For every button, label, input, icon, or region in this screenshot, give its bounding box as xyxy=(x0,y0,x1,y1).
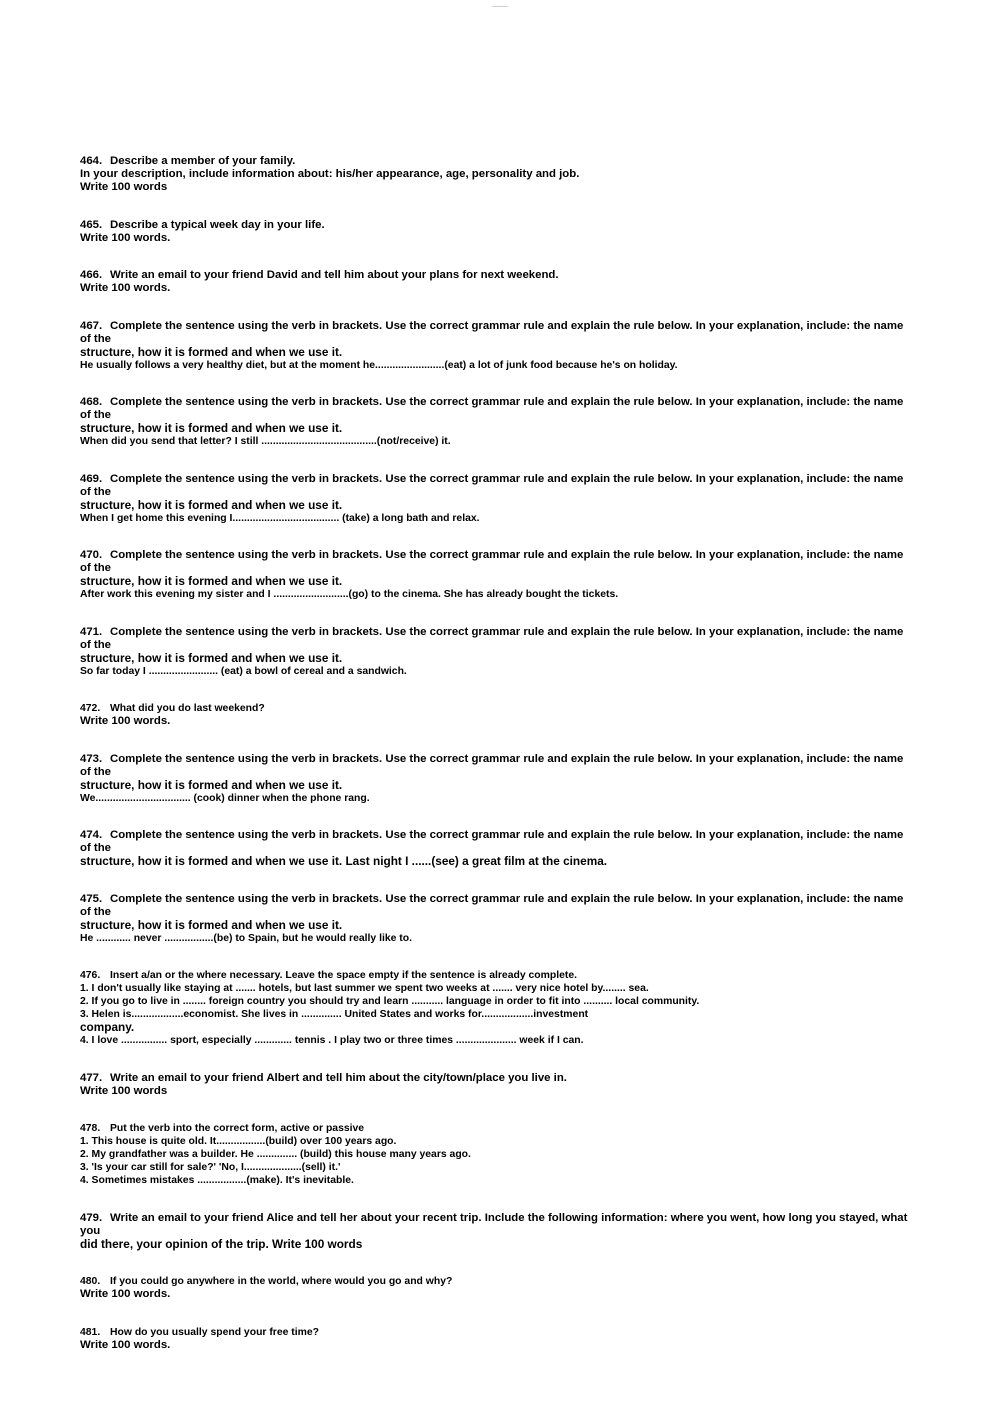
task-item: 2. My grandfather was a builder. He .............. (build) this house many years ago. xyxy=(80,1149,471,1160)
task-number: 469. xyxy=(80,472,103,485)
task-title: Complete the sentence using the verb in brackets. Use the correct grammar rule and explain the rule below. In your explanation, include: the name of the xyxy=(80,752,904,778)
page-header-mark: ____ xyxy=(492,0,508,7)
task-467 xyxy=(80,320,910,372)
task-line: structure, how it is formed and when we use it. xyxy=(80,574,343,588)
task-number: 465. xyxy=(80,218,103,231)
task-sentence: So far today I ........................ (eat) a bowl of cereal and a sandwich. xyxy=(80,665,407,677)
task-464 xyxy=(80,155,910,194)
task-title: Describe a typical week day in your life. xyxy=(110,218,325,231)
task-line: structure, how it is formed and when we use it. xyxy=(80,497,343,512)
task-line: structure, how it is formed and when we use it. xyxy=(80,650,343,665)
task-title: Write an email to your friend Albert and tell him about the city/town/place you live in. xyxy=(110,1071,567,1084)
task-line: structure, how it is formed and when we use it. xyxy=(80,421,343,435)
task-title: Complete the sentence using the verb in brackets. Use the correct grammar rule and explain the rule below. In your explanation, include: the name of the xyxy=(80,892,904,918)
task-477 xyxy=(80,1072,910,1098)
task-title: Complete the sentence using the verb in brackets. Use the correct grammar rule and explain the rule below. In your explanation, include: the name of the xyxy=(80,625,904,651)
task-line: Write 100 words. xyxy=(80,715,171,727)
task-item: 1. I don't usually like staying at ....... hotels, but last summer we spent two weeks at ....... very nice hotel by........ sea. xyxy=(80,983,649,994)
task-line: structure, how it is formed and when we use it. Last night I ......(see) a great film at the cinema. xyxy=(80,854,608,868)
task-title: Complete the sentence using the verb in brackets. Use the correct grammar rule and explain the rule below. In your explanation, include: the name of the xyxy=(80,319,904,345)
task-number: 476. xyxy=(80,970,101,981)
task-title: Write an email to your friend David and tell him about your plans for next weekend. xyxy=(110,269,559,281)
task-478 xyxy=(80,1122,910,1187)
task-476 xyxy=(80,969,910,1047)
task-item: 4. Sometimes mistakes .................(make). It's inevitable. xyxy=(80,1175,354,1186)
task-line: structure, how it is formed and when we use it. xyxy=(80,777,343,792)
task-line: structure, how it is formed and when we use it. xyxy=(80,917,343,932)
task-number: 472. xyxy=(80,703,101,714)
task-number: 480. xyxy=(80,1276,101,1287)
task-465 xyxy=(80,219,910,245)
task-number: 474. xyxy=(80,829,103,841)
task-line: Write 100 words. xyxy=(80,1338,171,1351)
task-474 xyxy=(80,829,910,868)
task-475 xyxy=(80,893,910,945)
task-number: 478. xyxy=(80,1123,101,1134)
task-item: 4. I love ................ sport, especially ............. tennis . I play two or three times ..................... week if I can. xyxy=(80,1035,584,1046)
task-473 xyxy=(80,753,910,805)
task-469 xyxy=(80,473,910,525)
task-item: company. xyxy=(80,1020,135,1034)
task-sentence: We................................. (cook) dinner when the phone rang. xyxy=(80,792,370,804)
task-title: How do you usually spend your free time? xyxy=(110,1326,319,1338)
task-item: 3. Helen is..................economist. She lives in .............. United States and works for..................investment xyxy=(80,1009,589,1020)
exercise-document xyxy=(80,155,910,1352)
task-472 xyxy=(80,702,910,728)
task-sentence: He ............ never .................(be) to Spain, but he would really like to. xyxy=(80,932,412,944)
task-481 xyxy=(80,1326,910,1352)
task-479 xyxy=(80,1212,910,1251)
task-number: 481. xyxy=(80,1326,101,1338)
task-number: 475. xyxy=(80,892,103,905)
task-title: Insert a/an or the where necessary. Leave the space empty if the sentence is already complete. xyxy=(110,970,578,981)
task-title: If you could go anywhere in the world, where would you go and why? xyxy=(110,1276,453,1287)
task-title: Describe a member of your family. xyxy=(110,155,296,167)
task-471 xyxy=(80,626,910,678)
task-line: Write 100 words. xyxy=(80,282,171,294)
task-sentence: He usually follows a very healthy diet, but at the moment he........................(eat) a lot of junk food because he's on holiday. xyxy=(80,359,678,371)
task-number: 467. xyxy=(80,319,103,332)
task-number: 468. xyxy=(80,396,103,408)
task-466 xyxy=(80,269,910,295)
task-number: 471. xyxy=(80,625,103,638)
task-title: Complete the sentence using the verb in brackets. Use the correct grammar rule and explain the rule below. In your explanation, include: the name of the xyxy=(80,472,904,498)
task-line: Write 100 words. xyxy=(80,231,171,244)
task-item: 2. If you go to live in ........ foreign country you should try and learn ........... language in order to fit into .......... local community. xyxy=(80,996,700,1007)
task-sentence: When did you send that letter? I still ........................................(not/receive) it. xyxy=(80,436,451,447)
task-number: 470. xyxy=(80,549,103,561)
task-title: What did you do last weekend? xyxy=(110,703,265,714)
task-item: 3. 'Is your car still for sale?' 'No, I....................(sell) it.' xyxy=(80,1162,341,1173)
task-number: 477. xyxy=(80,1071,103,1084)
task-sentence: After work this evening my sister and I ..........................(go) to the cinema. She has already bought the tickets. xyxy=(80,589,619,600)
task-title: Complete the sentence using the verb in brackets. Use the correct grammar rule and explain the rule below. In your explanation, include: the name of the xyxy=(80,396,904,421)
task-title: Put the verb into the correct form, active or passive xyxy=(110,1123,365,1134)
task-470 xyxy=(80,549,910,601)
task-title: Write an email to your friend Alice and tell her about your recent trip. Include the following information: where you went, how long you stayed, what you xyxy=(80,1211,908,1237)
task-line: did there, your opinion of the trip. Write 100 words xyxy=(80,1236,363,1251)
task-title: Complete the sentence using the verb in brackets. Use the correct grammar rule and explain the rule below. In your explanation, include: the name of the xyxy=(80,549,904,574)
task-number: 479. xyxy=(80,1211,103,1224)
task-number: 473. xyxy=(80,752,103,765)
task-line: In your description, include information about: his/her appearance, age, personality and job. xyxy=(80,168,580,180)
task-item: 1. This house is quite old. It.................(build) over 100 years ago. xyxy=(80,1136,397,1147)
task-number: 464. xyxy=(80,155,103,167)
task-title: Complete the sentence using the verb in brackets. Use the correct grammar rule and explain the rule below. In your explanation, include: the name of the xyxy=(80,829,904,854)
task-number: 466. xyxy=(80,269,103,281)
task-480 xyxy=(80,1275,910,1301)
task-line: Write 100 words xyxy=(80,181,168,193)
task-line: Write 100 words xyxy=(80,1084,168,1097)
task-line: structure, how it is formed and when we use it. xyxy=(80,344,343,359)
task-line: Write 100 words. xyxy=(80,1288,171,1300)
task-sentence: When I get home this evening I..................................... (take) a long bath and relax. xyxy=(80,512,480,524)
task-468 xyxy=(80,396,910,448)
